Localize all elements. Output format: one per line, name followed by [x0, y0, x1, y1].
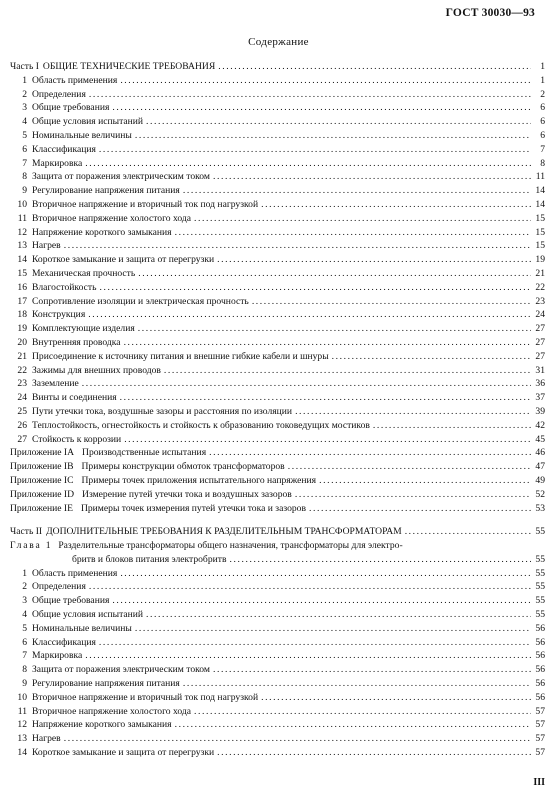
entry-label: Номинальные величины: [32, 129, 132, 141]
dot-leader: [99, 636, 531, 650]
entry-page: 27: [535, 350, 545, 362]
toc-entry[interactable]: [10, 157, 545, 171]
entry-page: 6: [540, 102, 545, 114]
entry-number: 3: [22, 102, 27, 114]
dot-leader: [261, 198, 531, 212]
entry-number: 9: [22, 185, 27, 197]
part2-heading[interactable]: [10, 525, 545, 539]
entry-label: Нагрев: [32, 733, 61, 745]
entry-label: Общие условия испытаний: [32, 609, 144, 621]
dot-leader: [252, 295, 531, 309]
entry-page: 55: [535, 595, 545, 607]
dot-leader: [120, 567, 531, 581]
dot-leader: [146, 115, 531, 129]
dot-leader: [120, 74, 531, 88]
toc-entry[interactable]: [10, 170, 545, 184]
toc-entry[interactable]: [10, 580, 545, 594]
dot-leader: [229, 553, 531, 567]
entry-page: 57: [535, 733, 545, 745]
entry-number: 11: [17, 212, 27, 224]
dot-leader: [175, 718, 531, 732]
entry-label: Защита от поражения электрическим током: [32, 664, 210, 676]
toc-entry[interactable]: [10, 226, 545, 240]
entry-label: Стойкость к коррозии: [32, 433, 122, 445]
entry-label: Общие требования: [32, 595, 110, 607]
entry-label: Регулирование напряжения питания: [32, 185, 180, 197]
entry-page: 56: [535, 636, 545, 648]
dot-leader: [99, 143, 531, 157]
dot-leader: [288, 460, 531, 474]
entry-page: 6: [540, 116, 545, 128]
entry-number: 20: [17, 336, 27, 348]
entry-page: 21: [535, 267, 545, 279]
chapter-1-heading[interactable]: [10, 539, 545, 553]
annex-code: Приложение ID: [10, 488, 75, 500]
entry-label: Короткое замыкание и защита от перегрузки: [32, 747, 215, 759]
dot-leader: [135, 129, 531, 143]
entry-label: Присоединение к источнику питания и внешние гибкие кабели и шнуры: [32, 350, 329, 362]
toc-entry[interactable]: [10, 267, 545, 281]
dot-leader: [112, 594, 531, 608]
toc-entry[interactable]: [10, 691, 545, 705]
entry-page: 57: [535, 719, 545, 731]
entry-page: 56: [535, 650, 545, 662]
entry-number: 4: [22, 609, 27, 621]
dot-leader: [405, 525, 531, 539]
entry-page: 56: [535, 664, 545, 676]
part2-title: ДОПОЛНИТЕЛЬНЫЕ ТРЕБОВАНИЯ К РАЗДЕЛИТЕЛЬНЫМ ТРАНСФОРМАТОРАМ: [46, 526, 402, 538]
entry-label: Общие требования: [32, 102, 110, 114]
entry-page: 6: [540, 129, 545, 141]
dot-leader: [175, 226, 531, 240]
entry-number: 2: [22, 88, 27, 100]
toc-title: Содержание: [248, 36, 309, 48]
dot-leader: [99, 281, 531, 295]
entry-page: 49: [535, 474, 545, 486]
toc-entry[interactable]: [10, 350, 545, 364]
entry-page: 57: [535, 747, 545, 759]
toc-entry[interactable]: [10, 649, 545, 663]
entry-page: 57: [535, 705, 545, 717]
entry-page: 15: [535, 240, 545, 252]
entry-label: Регулирование напряжения питания: [32, 678, 180, 690]
entry-label: Номинальные величины: [32, 622, 132, 634]
entry-page: 14: [535, 185, 545, 197]
entry-page: 56: [535, 691, 545, 703]
toc-annex-entry[interactable]: [10, 502, 545, 516]
toc-entry[interactable]: [10, 281, 545, 295]
entry-number: 10: [17, 198, 27, 210]
dot-leader: [89, 88, 531, 102]
entry-number: 10: [17, 691, 27, 703]
entry-page: 19: [535, 254, 545, 266]
entry-number: 23: [17, 378, 27, 390]
chapter-title-line2: бритв и блоков питания электробритв: [72, 553, 227, 565]
entry-label: Маркировка: [32, 650, 83, 662]
dot-leader: [135, 622, 531, 636]
entry-number: 4: [22, 116, 27, 128]
entry-page: 15: [535, 226, 545, 238]
dot-leader: [112, 101, 531, 115]
toc-entry[interactable]: [10, 622, 545, 636]
entry-label: Теплостойкость, огнестойкость и стойкость к образованию токоведущих мостиков: [32, 419, 370, 431]
toc-entry[interactable]: [10, 567, 545, 581]
toc-entry[interactable]: [10, 391, 545, 405]
entry-label: Внутренняя проводка: [32, 336, 121, 348]
toc-entry[interactable]: [10, 308, 545, 322]
dot-leader: [309, 502, 531, 516]
toc-entry[interactable]: [10, 663, 545, 677]
entry-label: Напряжение короткого замыкания: [32, 719, 172, 731]
entry-number: 8: [22, 171, 27, 183]
dot-leader: [138, 322, 531, 336]
entry-label: Винты и соединения: [32, 392, 117, 404]
dot-leader: [217, 746, 531, 760]
entry-label: Влагостойкость: [32, 281, 97, 293]
part1-heading[interactable]: [10, 60, 545, 74]
entry-page: 47: [535, 461, 545, 473]
entry-number: 15: [17, 267, 27, 279]
entry-number: 19: [17, 323, 27, 335]
toc-entry[interactable]: [10, 184, 545, 198]
dot-leader: [217, 253, 531, 267]
entry-page: 15: [535, 212, 545, 224]
entry-number: 16: [17, 281, 27, 293]
entry-number: 24: [17, 392, 27, 404]
toc-entry[interactable]: [10, 115, 545, 129]
page-number: III: [533, 777, 545, 788]
toc-entry[interactable]: [10, 405, 545, 419]
entry-label: Вторичное напряжение и вторичный ток под нагрузкой: [32, 198, 259, 210]
part1-annexes: [10, 446, 545, 515]
entry-number: 9: [22, 678, 27, 690]
dot-leader: [295, 405, 531, 419]
toc-entry[interactable]: [10, 732, 545, 746]
part2-page: 55: [535, 526, 545, 538]
entry-page: 55: [535, 581, 545, 593]
entry-label: Защита от поражения электрическим током: [32, 171, 210, 183]
entry-page: 27: [535, 336, 545, 348]
dot-leader: [138, 267, 531, 281]
entry-label: Определения: [32, 88, 86, 100]
dot-leader: [82, 377, 531, 391]
dot-leader: [124, 433, 531, 447]
entry-number: 3: [22, 595, 27, 607]
entry-page: 46: [535, 447, 545, 459]
toc-annex-entry[interactable]: [10, 460, 545, 474]
toc-entry[interactable]: [10, 364, 545, 378]
entry-page: 56: [535, 622, 545, 634]
entry-label: Сопротивление изоляции и электрическая прочность: [32, 295, 249, 307]
dot-leader: [194, 705, 531, 719]
entry-label: Область применения: [32, 74, 118, 86]
entry-number: 7: [22, 650, 27, 662]
toc-annex-entry[interactable]: [10, 488, 545, 502]
entry-label: Вторичное напряжение и вторичный ток под нагрузкой: [32, 691, 259, 703]
dot-leader: [64, 239, 531, 253]
entry-label: Измерение путей утечки тока и воздушных зазоров: [82, 488, 292, 500]
toc-entry[interactable]: [10, 143, 545, 157]
dot-leader: [213, 663, 531, 677]
entry-number: 25: [17, 405, 27, 417]
entry-page: 55: [535, 567, 545, 579]
entry-label: Общие условия испытаний: [32, 116, 144, 128]
entry-number: 26: [17, 419, 27, 431]
entry-page: 14: [535, 198, 545, 210]
entry-label: Заземление: [32, 378, 79, 390]
entry-page: 55: [535, 609, 545, 621]
entry-number: 1: [22, 74, 27, 86]
entry-number: 18: [17, 309, 27, 321]
entry-number: 2: [22, 581, 27, 593]
entry-label: Примеры точек измерения путей утечки тока и зазоров: [80, 502, 307, 514]
dot-leader: [88, 308, 531, 322]
part1-lead: Часть I: [10, 61, 39, 72]
document-id: ГОСТ 30030—93: [445, 7, 535, 19]
dot-leader: [373, 419, 531, 433]
entry-page: 11: [535, 171, 545, 183]
toc-entry[interactable]: [10, 88, 545, 102]
entry-number: 11: [17, 705, 27, 717]
entry-number: 6: [22, 636, 27, 648]
toc-entry[interactable]: [10, 594, 545, 608]
entry-page: 36: [535, 378, 545, 390]
dot-leader: [261, 691, 531, 705]
entry-label: Пути утечки тока, воздушные зазоры и расстояния по изоляции: [32, 405, 293, 417]
entry-page: 53: [535, 502, 545, 514]
entry-number: 5: [22, 129, 27, 141]
entry-number: 5: [22, 622, 27, 634]
toc-entry[interactable]: [10, 198, 545, 212]
entry-page: 24: [535, 309, 545, 321]
entry-number: 13: [17, 733, 27, 745]
entry-number: 27: [17, 433, 27, 445]
entry-page: 2: [540, 88, 545, 100]
entry-label: Конструкция: [32, 309, 86, 321]
toc-entry[interactable]: [10, 718, 545, 732]
entry-page: 22: [535, 281, 545, 293]
annex-code: Приложение IB: [10, 461, 74, 473]
toc-entry[interactable]: [10, 677, 545, 691]
toc-entry[interactable]: [10, 239, 545, 253]
part1-page: 1: [540, 61, 545, 72]
dot-leader: [85, 157, 531, 171]
entry-number: 22: [17, 364, 27, 376]
dot-leader: [194, 212, 531, 226]
entry-number: 8: [22, 664, 27, 676]
entry-label: Примеры конструкции обмоток трансформаторов: [81, 461, 285, 473]
toc-entry[interactable]: [10, 377, 545, 391]
entry-label: Зажимы для внешних проводов: [32, 364, 161, 376]
toc-entry[interactable]: [10, 419, 545, 433]
dot-leader: [146, 608, 531, 622]
dot-leader: [332, 350, 531, 364]
annex-code: Приложение IC: [10, 474, 74, 486]
toc-entry[interactable]: [10, 74, 545, 88]
entry-number: 6: [22, 143, 27, 155]
dot-leader: [209, 446, 531, 460]
toc-entry[interactable]: [10, 253, 545, 267]
toc-entry[interactable]: [10, 129, 545, 143]
entry-label: Короткое замыкание и защита от перегрузки: [32, 254, 215, 266]
entry-number: 1: [22, 567, 27, 579]
entry-number: 12: [17, 719, 27, 731]
toc-entry[interactable]: [10, 295, 545, 309]
dot-leader: [64, 732, 531, 746]
entry-label: Вторичное напряжение холостого хода: [32, 212, 192, 224]
entry-number: 14: [17, 747, 27, 759]
entry-label: Комплектующие изделия: [32, 323, 135, 335]
annex-code: Приложение IE: [10, 502, 73, 514]
dot-leader: [85, 649, 531, 663]
dot-leader: [213, 170, 531, 184]
entry-page: 52: [535, 488, 545, 500]
part2-items: [10, 567, 545, 760]
entry-page: 56: [535, 678, 545, 690]
entry-label: Вторичное напряжение холостого хода: [32, 705, 192, 717]
entry-page: 8: [540, 157, 545, 169]
toc-entry[interactable]: [10, 636, 545, 650]
entry-number: 12: [17, 226, 27, 238]
part1-title: ОБЩИЕ ТЕХНИЧЕСКИЕ ТРЕБОВАНИЯ: [42, 61, 216, 72]
toc-entry[interactable]: [10, 433, 545, 447]
entry-label: Определения: [32, 581, 86, 593]
entry-label: Маркировка: [32, 157, 83, 169]
dot-leader: [218, 60, 531, 74]
chapter-page: 55: [535, 553, 545, 565]
toc-entry[interactable]: [10, 101, 545, 115]
toc-entry[interactable]: [10, 608, 545, 622]
toc-entry[interactable]: [10, 705, 545, 719]
entry-label: Примеры точек приложения испытательного напряжения: [81, 474, 317, 486]
dot-leader: [319, 474, 531, 488]
toc-entry[interactable]: [10, 746, 545, 760]
part1-items: [10, 74, 545, 447]
chapter-label: Глава 1: [10, 540, 53, 552]
dot-leader: [124, 336, 531, 350]
part2-lead: Часть II: [10, 526, 43, 538]
entry-page: 23: [535, 295, 545, 307]
toc-annex-entry[interactable]: [10, 446, 545, 460]
entry-number: 7: [22, 157, 27, 169]
toc-entry[interactable]: [10, 212, 545, 226]
chapter-title-line1: Разделительные трансформаторы общего назначения, трансформаторы для электро-: [58, 540, 403, 552]
entry-page: 37: [535, 392, 545, 404]
dot-leader: [120, 391, 531, 405]
entry-page: 45: [535, 433, 545, 445]
entry-label: Нагрев: [32, 240, 61, 252]
entry-page: 42: [535, 419, 545, 431]
chapter-1-continuation[interactable]: [10, 553, 545, 567]
entry-label: Классификация: [32, 143, 96, 155]
dot-leader: [164, 364, 531, 378]
dot-leader: [183, 184, 531, 198]
toc-entry[interactable]: [10, 336, 545, 350]
entry-label: Производственные испытания: [82, 447, 207, 459]
entry-number: 13: [17, 240, 27, 252]
entry-page: 27: [535, 323, 545, 335]
entry-page: 31: [535, 364, 545, 376]
entry-label: Область применения: [32, 567, 118, 579]
entry-number: 17: [17, 295, 27, 307]
entry-label: Механическая прочность: [32, 267, 136, 279]
annex-code: Приложение IA: [10, 447, 75, 459]
entry-label: Напряжение короткого замыкания: [32, 226, 172, 238]
entry-page: 7: [540, 143, 545, 155]
entry-page: 1: [540, 74, 545, 86]
dot-leader: [89, 580, 531, 594]
table-of-contents: [10, 60, 545, 760]
entry-number: 14: [17, 254, 27, 266]
toc-annex-entry[interactable]: [10, 474, 545, 488]
entry-page: 39: [535, 405, 545, 417]
entry-number: 21: [17, 350, 27, 362]
dot-leader: [183, 677, 531, 691]
entry-label: Классификация: [32, 636, 96, 648]
dot-leader: [295, 488, 531, 502]
toc-entry[interactable]: [10, 322, 545, 336]
